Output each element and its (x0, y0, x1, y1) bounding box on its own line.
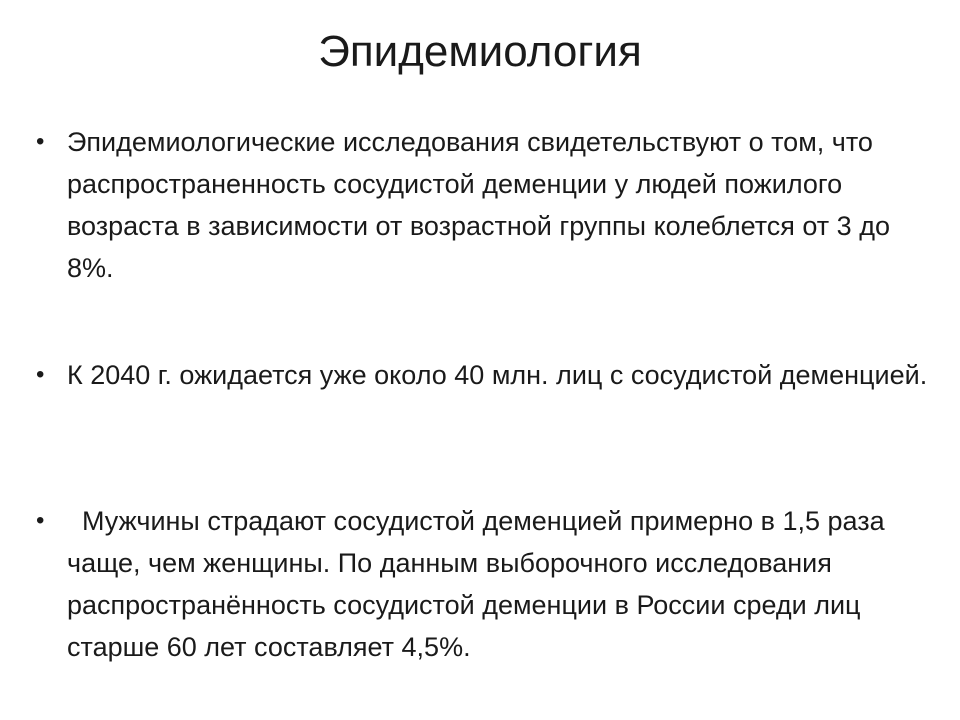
slide-title: Эпидемиология (318, 27, 642, 76)
bullet-dot-icon: • (36, 361, 45, 388)
bullet-dot-icon: • (36, 507, 45, 534)
bullet-item (36, 500, 936, 668)
bullet-item (36, 354, 936, 396)
bullet-text: К 2040 г. ожидается уже около 40 млн. лиц с сосудистой деменцией. (67, 360, 928, 390)
bullet-dot-icon: • (36, 128, 45, 155)
bullet-item (36, 121, 936, 289)
bullet-text: Мужчины страдают сосудистой деменцией примерно в 1,5 раза чаще, чем женщины. По данным выборочного исследования распространённость сосудистой деменции в России среди лиц старше 60 лет составляет 4,5%. (67, 506, 893, 662)
bullet-text: Эпидемиологические исследования свидетельствуют о том, что распространенность сосудистой деменции у людей пожилого возраста в зависимости от возрастной группы колеблется от 3 до 8%. (67, 127, 890, 283)
